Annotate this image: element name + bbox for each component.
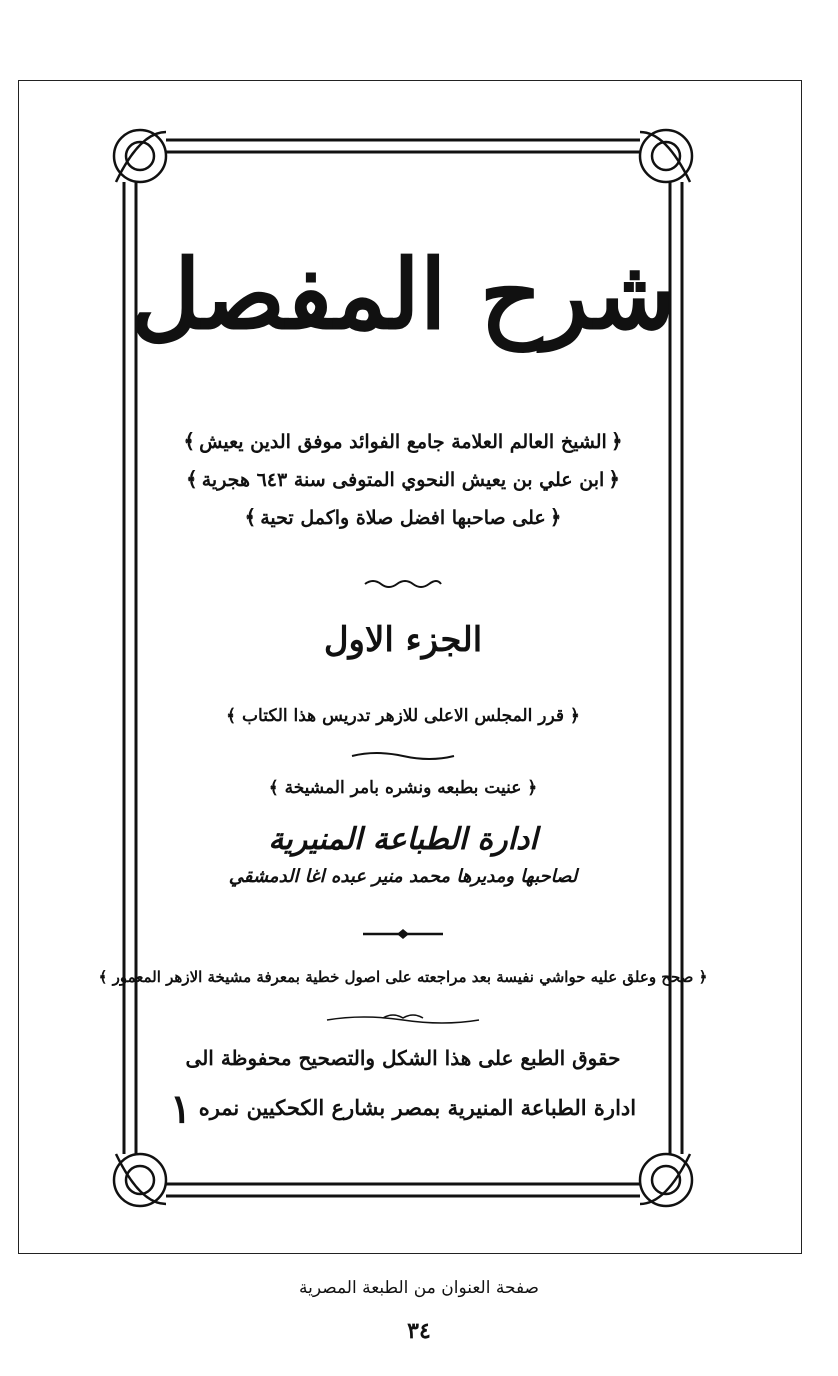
volume-number: الجزء الاول <box>323 620 483 660</box>
press-address: ادارة الطباعة المنيرية بمصر بشارع الكحكيين نمره ١ <box>169 1085 637 1133</box>
book-title: شرح المفصل <box>130 238 676 351</box>
page-number: ٣٤ <box>407 1318 431 1344</box>
flourish-divider-icon <box>348 750 458 762</box>
approval-line: ﴿ قرر المجلس الاعلى للازهر تدريس هذا الكتاب ﴾ <box>226 706 580 726</box>
author-line-3: ﴿على صاحبها افضل صلاة واكمل تحية﴾ <box>244 505 562 529</box>
rights-line: حقوق الطبع على هذا الشكل والتصحيح محفوظة الى <box>185 1046 621 1070</box>
wave-divider-icon <box>363 578 443 590</box>
author-line-2: ﴿ابن علي بن يعيش النحوي المتوفى سنة ٦٤٣ هجرية﴾ <box>186 467 620 491</box>
review-note: ﴿ صحح وعلق عليه حواشي نفيسة بعد مراجعته على اصول خطية بمعرفة مشيخة الازهر المعمور ﴾ <box>98 968 708 986</box>
author-line-1: ﴿الشيخ العالم العلامة جامع الفوائد موفق الدين يعيش﴾ <box>183 429 623 453</box>
press-name: ادارة الطباعة المنيرية <box>268 822 538 857</box>
ornate-divider-icon <box>323 1012 483 1024</box>
address-number: ١ <box>169 1085 192 1133</box>
press-owner: لصاحبها ومديرها محمد منير عبده اغا الدمشقي <box>228 866 578 887</box>
diamond-divider-icon <box>361 928 445 940</box>
publishing-note: ﴿ عنيت بطبعه ونشره بامر المشيخة ﴾ <box>268 778 538 798</box>
title-page-content <box>98 220 708 1200</box>
caption: صفحة العنوان من الطبعة المصرية <box>298 1278 539 1298</box>
